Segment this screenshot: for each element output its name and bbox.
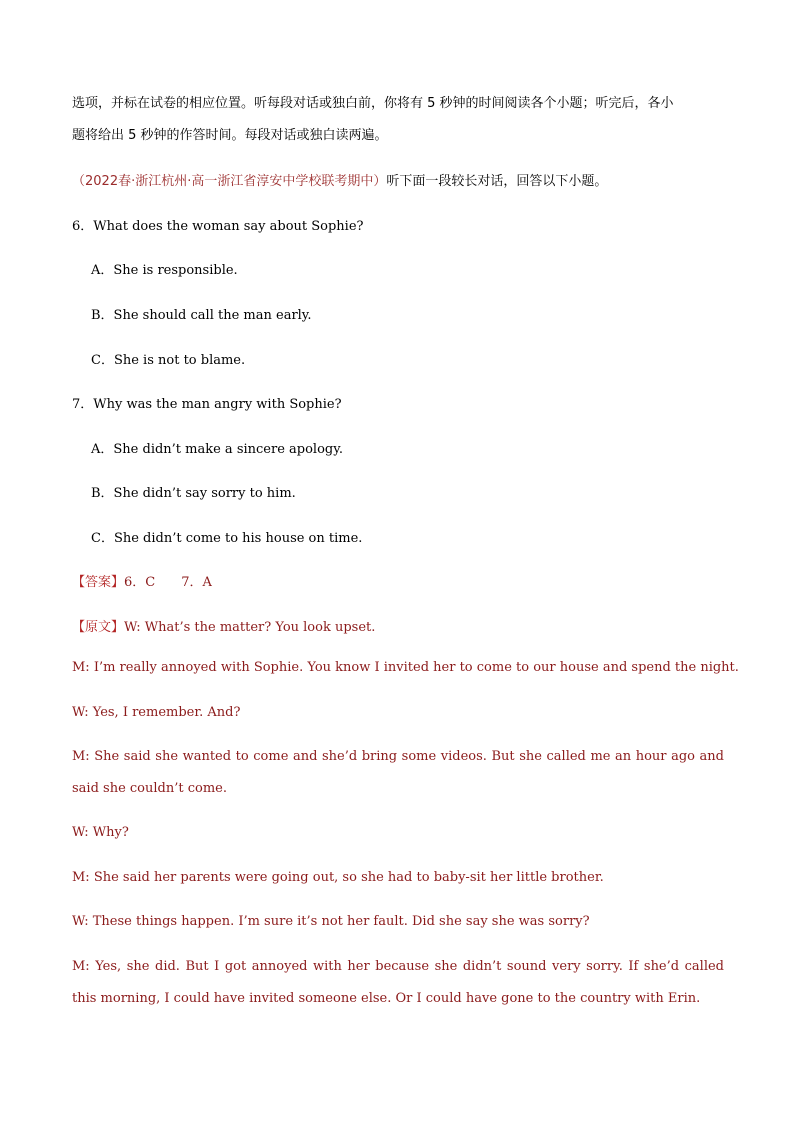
answer-line [72,571,212,590]
transcript-line: W: Why? [72,825,129,840]
instructions-line-2: 题将给出 5 秒钟的作答时间。每段对话或独白读两遍。 [72,128,388,143]
transcript-line: M: She said she wanted to come and she’d bring some videos. But she called me an hour ago and said she couldn’t come. [72,749,724,796]
transcript-first: W: What’s the matter? You look upset. [124,620,376,635]
question-6-option-b: B．She should call the man early. [91,308,312,323]
question-6-option-c: C．She is not to blame. [91,353,246,368]
source-citation: （2022春·浙江杭州·高一浙江省淳安中学校联考期中） [72,174,387,189]
source-line [72,170,607,189]
answer-tag: 【答案】 [72,575,125,590]
transcript-line: M: Yes, she did. But I got annoyed with her because she didn’t sound very sorry. If she’d called this morning, I could have invited someone else. Or I could have gone to the country with Erin. [72,959,724,1006]
question-7-option-c: C．She didn’t come to his house on time. [91,531,363,546]
question-6-option-a: A．She is responsible. [91,263,238,278]
question-7-option-a: A．She didn’t make a sincere apology. [91,442,343,457]
instructions-line-1: 选项，并标在试卷的相应位置。听每段对话或独白前，你将有 5 秒钟的时间阅读各个小题；听完后，各小 [72,96,674,111]
source-instruction: 听下面一段较长对话，回答以下小题。 [386,174,608,189]
answer-text: 6．C 7．A [124,575,212,590]
question-7-stem: 7．Why was the man angry with Sophie? [72,397,342,412]
question-6-stem: 6．What does the woman say about Sophie? [72,219,364,234]
transcript-line: M: She said her parents were going out, so she had to baby-sit her little brother. [72,870,604,885]
transcript-tag: 【原文】 [72,620,125,635]
transcript-first-line [72,616,375,635]
transcript-line: W: These things happen. I’m sure it’s not her fault. Did she say she was sorry? [72,914,590,929]
question-7-option-b: B．She didn’t say sorry to him. [91,486,296,501]
transcript-line: M: I’m really annoyed with Sophie. You know I invited her to come to our house and spend the night. [72,660,739,675]
transcript-line: W: Yes, I remember. And? [72,705,241,720]
